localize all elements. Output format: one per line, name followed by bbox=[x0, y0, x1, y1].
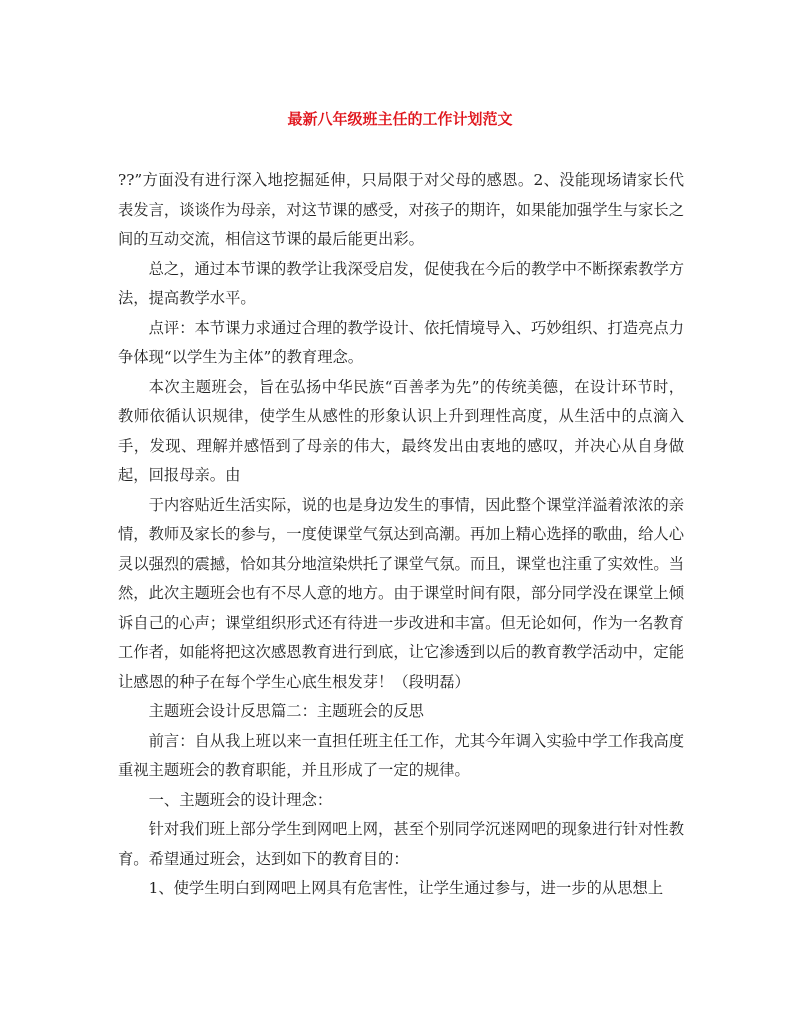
paragraph: 针对我们班上部分学生到网吧上网，甚至个别同学沉迷网吧的现象进行针对性教育。希望通过班会，达到如下的教育目的： bbox=[118, 820, 684, 868]
paragraph: 点评：本节课力求通过合理的教学设计、依托情境导入、巧妙组织、打造亮点力争体现“以学生为主体”的教育理念。 bbox=[118, 318, 684, 366]
paragraph: 前言：自从我上班以来一直担任班主任工作，尤其今年调入实验中学工作我高度重视主题班会的教育职能，并且形成了一定的规律。 bbox=[118, 731, 684, 779]
section-heading: 一、主题班会的设计理念： bbox=[148, 790, 333, 809]
paragraph: 本次主题班会，旨在弘扬中华民族“百善孝为先”的传统美德，在设计环节时，教师依循认识规律，使学生从感性的形象认识上升到理性高度，从生活中的点滴入手，发现、理解并感悟到了母亲的伟大，最终发出由衷地的感叹，并决心从自身做起，回报母亲。由 bbox=[118, 377, 684, 484]
section-heading: 主题班会设计反思篇二：主题班会的反思 bbox=[148, 702, 424, 720]
paragraph: 于内容贴近生活实际，说的也是身边发生的事情，因此整个课堂洋溢着浓浓的亲情，教师及家长的参与，一度使课堂气氛达到高潮。再加上精心选择的歌曲，给人心灵以强烈的震撼，恰如其分地渲染烘托了课堂气氛。而且，课堂也注重了实效性。当然，此次主题班会也有不尽人意的地方。由于课堂时间有限，部分同学没在课堂上倾诉自己的心声；课堂组织形式还有待进一步改进和丰富。但无论如何，作为一名教育工作者，如能将把这次感恩教育进行到底，让它渗透到以后的教育教学活动中，定能让感恩的种子在每个学生心底生根发芽！（段明磊） bbox=[118, 495, 684, 691]
paragraph: ??”方面没有进行深入地挖掘延伸，只局限于对父母的感恩。2、没能现场请家长代表发言，谈谈作为母亲，对这节课的感受，对孩子的期许，如果能加强学生与家长之间的互动交流，相信这节课的最后能更出彩。 bbox=[118, 171, 684, 248]
document-body bbox=[118, 166, 684, 904]
document-title: 最新八年级班主任的工作计划范文 bbox=[287, 110, 513, 128]
paragraph: 总之，通过本节课的教学让我深受启发，促使我在今后的教学中不断探索教学方法，提高教学水平。 bbox=[118, 259, 684, 307]
paragraph: 1、使学生明白到网吧上网具有危害性，让学生通过参与，进一步的从思想上 bbox=[148, 879, 664, 897]
